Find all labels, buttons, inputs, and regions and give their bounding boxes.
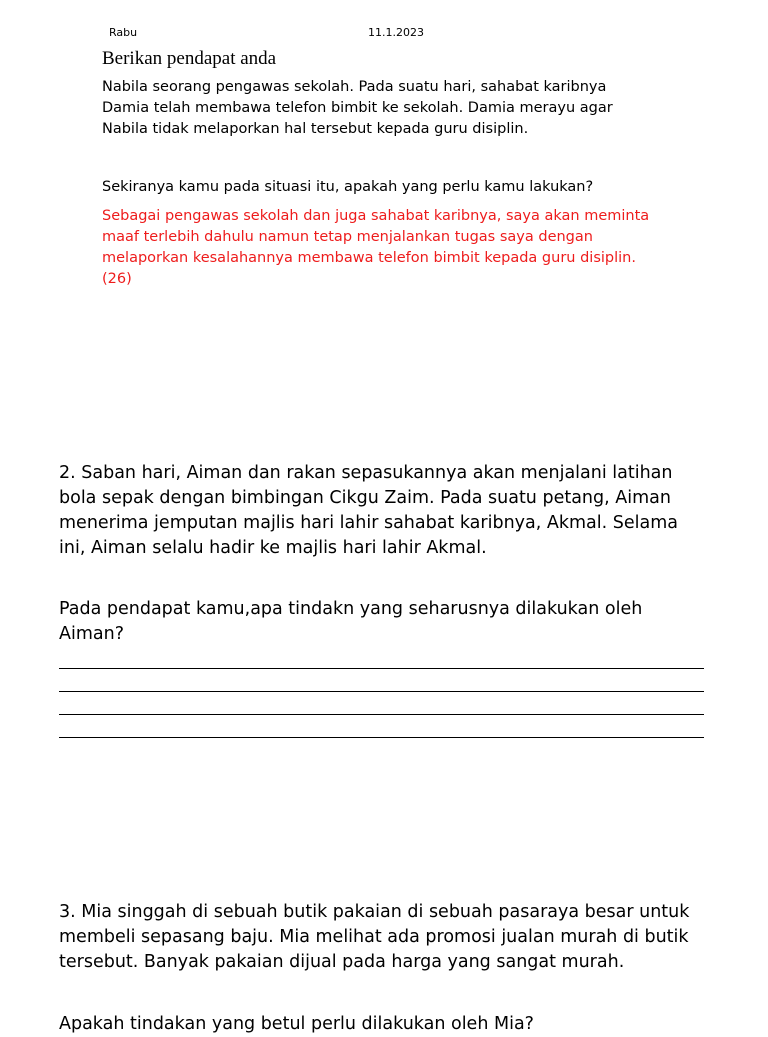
scenario-line: Nabila tidak melaporkan hal tersebut kepada guru disiplin. — [102, 121, 529, 137]
scenario-line: 3. Mia singgah di sebuah butik pakaian di sebuah pasaraya besar untuk — [59, 902, 690, 922]
question-line: Pada pendapat kamu,apa tindakn yang seharusnya dilakukan oleh — [59, 599, 643, 619]
scenario-line: membeli sepasang baju. Mia melihat ada promosi jualan murah di butik — [59, 927, 689, 947]
question2-prompt — [59, 597, 642, 647]
scenario-line: 2. Saban hari, Aiman dan rakan sepasukannya akan menjalani latihan — [59, 463, 673, 483]
question1-answer — [102, 206, 649, 290]
question-line: Aiman? — [59, 624, 124, 644]
question1-scenario — [102, 77, 613, 140]
question3-scenario — [59, 900, 689, 975]
answer-line-text: (26) — [102, 271, 132, 287]
scenario-line: ini, Aiman selalu hadir ke majlis hari lahir Akmal. — [59, 538, 487, 558]
day-label: Rabu — [109, 26, 138, 39]
answer-line-text: maaf terlebih dahulu namun tetap menjalankan tugas saya dengan — [102, 229, 593, 245]
question1-prompt — [102, 177, 593, 198]
blank-answer-line[interactable] — [59, 668, 704, 669]
question2-answer-lines — [59, 668, 704, 760]
scenario-line: bola sepak dengan bimbingan Cikgu Zaim. Pada suatu petang, Aiman — [59, 488, 671, 508]
blank-answer-line[interactable] — [59, 714, 704, 715]
blank-answer-line[interactable] — [59, 691, 704, 692]
scenario-line: menerima jemputan majlis hari lahir sahabat karibnya, Akmal. Selama — [59, 513, 678, 533]
question-line: Sekiranya kamu pada situasi itu, apakah yang perlu kamu lakukan? — [102, 179, 594, 195]
blank-answer-line[interactable] — [59, 737, 704, 738]
answer-line-text: melaporkan kesalahannya membawa telefon bimbit kepada guru disiplin. — [102, 250, 636, 266]
answer-line-text: Sebagai pengawas sekolah dan juga sahabat karibnya, saya akan meminta — [102, 208, 650, 224]
scenario-line: Nabila seorang pengawas sekolah. Pada suatu hari, sahabat karibnya — [102, 79, 607, 95]
scenario-line: tersebut. Banyak pakaian dijual pada harga yang sangat murah. — [59, 952, 625, 972]
question3-prompt — [59, 1012, 534, 1037]
date-label: 11.1.2023 — [368, 26, 424, 39]
section-title: Berikan pendapat anda — [102, 48, 277, 69]
question2-scenario — [59, 461, 678, 561]
scenario-line: Damia telah membawa telefon bimbit ke sekolah. Damia merayu agar — [102, 100, 613, 116]
question-line: Apakah tindakan yang betul perlu dilakukan oleh Mia? — [59, 1014, 534, 1034]
